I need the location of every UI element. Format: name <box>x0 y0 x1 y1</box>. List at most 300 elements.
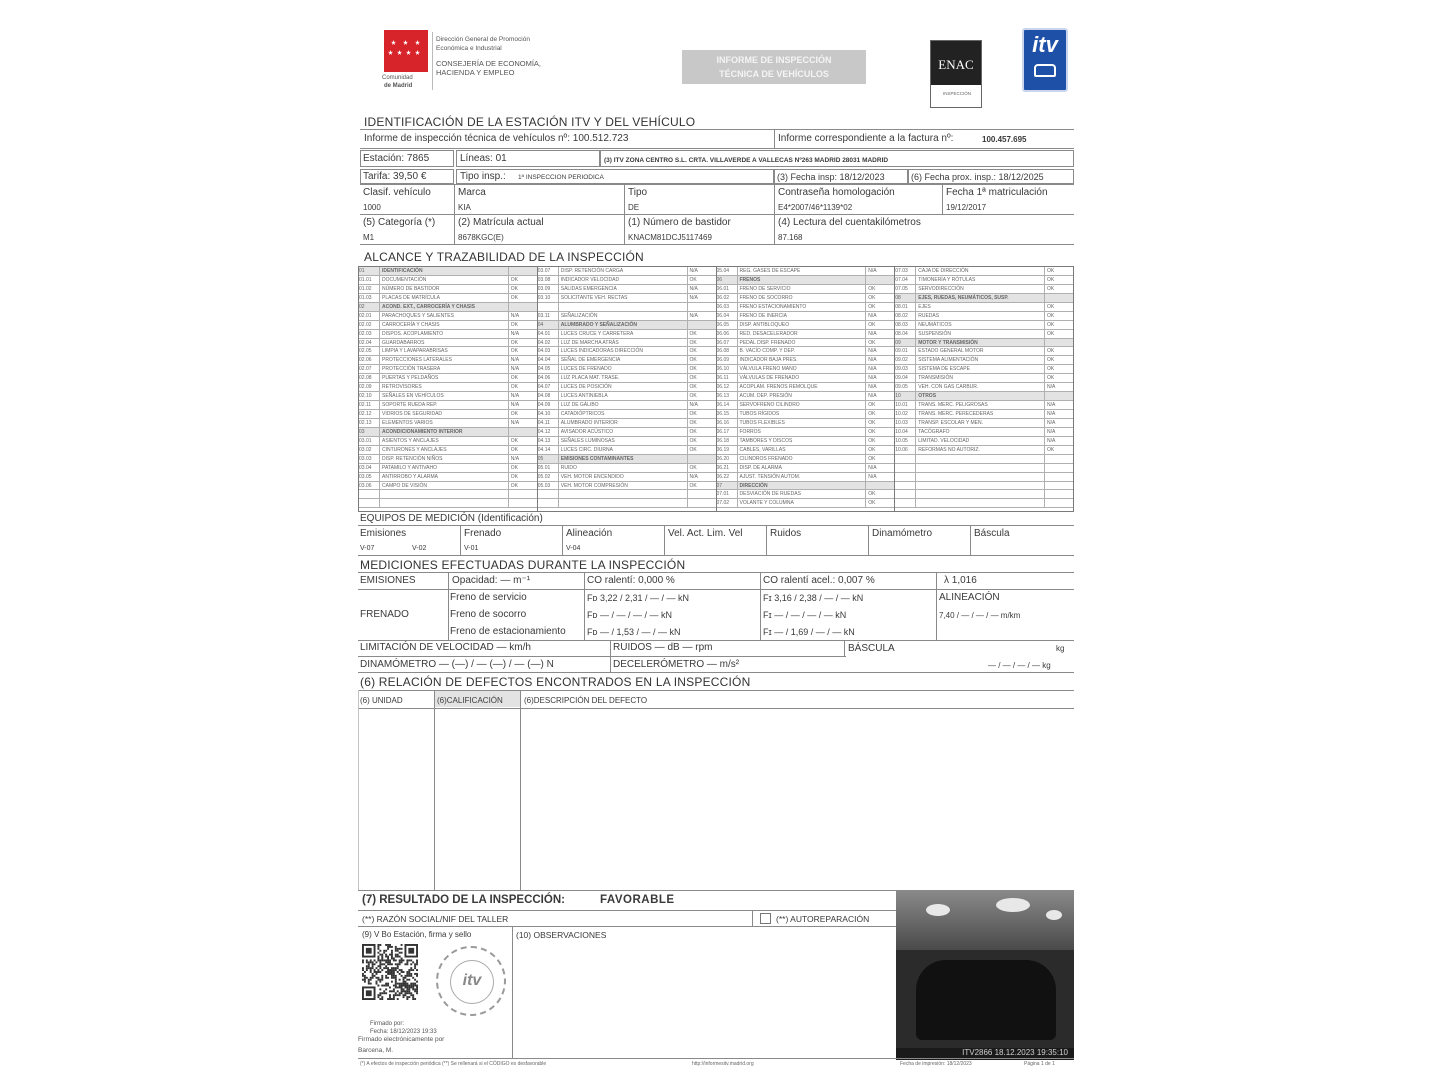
lambda: λ 1,016 <box>944 575 977 586</box>
alcance-result: N/A <box>510 419 520 426</box>
logo-caption-1: Comunidad <box>382 75 413 81</box>
alcance-row <box>717 330 895 339</box>
alcance-item: SEÑALES EN VEHÍCULOS <box>380 392 509 400</box>
alcance-row <box>538 490 716 499</box>
alcance-row <box>359 473 537 482</box>
alcance-code: 02.08 <box>359 374 380 382</box>
alcance-row <box>359 490 537 499</box>
alcance-code: 06.01 <box>717 285 738 293</box>
alcance-code: 10.03 <box>895 419 916 427</box>
alcance-item: DOCUMENTACIÓN <box>380 276 509 284</box>
bastidor-label: (1) Número de bastidor <box>628 217 731 228</box>
alcance-code <box>359 490 380 498</box>
alcance-result <box>866 482 894 490</box>
alcance-code: 04.13 <box>538 437 559 445</box>
frenado-label: FRENADO <box>360 609 409 620</box>
alcance-result <box>1045 464 1073 472</box>
alcance-row <box>717 499 895 508</box>
alcance-item: B. VACÍO COMP. Y DEP. <box>738 347 867 355</box>
alcance-result: N/A <box>510 455 520 462</box>
alineacion-value: 7,40 / — / — / — m/km <box>939 611 1021 620</box>
alcance-row <box>895 401 1073 410</box>
alcance-item: INDICADOR VELOCIDAD <box>559 276 688 284</box>
alcance-item: FRENO DE SOCORRO <box>738 294 867 302</box>
alcance-result: OK <box>868 446 876 453</box>
vehicle-photo <box>896 890 1074 1060</box>
alcance-result <box>1045 455 1073 463</box>
alcance-item: TAMBORES Y DISCOS <box>738 437 867 445</box>
alcance-code <box>895 482 916 490</box>
alcance-result: OK <box>868 491 876 498</box>
alcance-row <box>538 410 716 419</box>
alcance-item: FRENO ESTACIONAMIENTO <box>738 303 867 311</box>
co-ralenti-acel: CO ralentí acel.: 0,007 % <box>763 575 875 586</box>
alcance-item: NEUMÁTICOS <box>916 321 1045 329</box>
alcance-code: 03.10 <box>538 294 559 302</box>
alcance-result: OK <box>689 393 697 400</box>
comunidad-madrid-logo <box>384 30 428 72</box>
alcance-row <box>359 347 537 356</box>
alcance-code: 06.21 <box>717 464 738 472</box>
alcance-column <box>359 267 538 511</box>
alcance-item: ALUMBRADO INTERIOR <box>559 419 688 427</box>
alcance-result: N/A <box>868 357 877 364</box>
alcance-row <box>359 428 537 437</box>
alcance-row <box>359 321 537 330</box>
alcance-result: N/A <box>868 464 877 471</box>
alcance-code: 09.04 <box>895 374 916 382</box>
alcance-result: N/A <box>1047 419 1056 426</box>
alcance-result: OK <box>510 384 518 391</box>
alcance-row <box>359 446 537 455</box>
alcance-row <box>717 374 895 383</box>
alcance-code <box>895 464 916 472</box>
alcance-result <box>1045 294 1073 302</box>
alcance-item: AVISADOR ACÚSTICO <box>559 428 688 436</box>
alcance-item: LIMITAD. VELOCIDAD <box>916 437 1045 445</box>
alcance-item: LUCES CRUCE Y CARRETERA <box>559 330 688 338</box>
alcance-item: SERVODIRECCIÓN <box>916 285 1045 293</box>
alcance-row <box>538 499 716 508</box>
alcance-result: OK <box>689 482 697 489</box>
alcance-item: CABLES, VARILLAS <box>738 446 867 454</box>
alcance-item: CINTURONES Y ANCLAJES <box>380 446 509 454</box>
alcance-result: N/A <box>1047 402 1056 409</box>
alcance-item: SUSPENSIÓN <box>916 330 1045 338</box>
alcance-item: LUZ DE GÁLIBO <box>559 401 688 409</box>
alcance-code: 02.03 <box>359 330 380 338</box>
tipo-insp-label: Tipo insp.: <box>460 171 506 182</box>
alcance-item: TRANS. MERC. PELIGROSAS <box>916 401 1045 409</box>
alcance-code: 06.09 <box>717 356 738 364</box>
limitacion-velocidad: LIMITACIÓN DE VELOCIDAD — km/h <box>360 642 531 653</box>
alineacion-label: ALINEACIÓN <box>939 592 1000 603</box>
alcance-code <box>538 303 559 311</box>
alcance-item: SEÑALES LUMINOSAS <box>559 437 688 445</box>
fecha-mat-label: Fecha 1ª matriculación <box>946 187 1048 198</box>
alcance-code: 06.14 <box>717 401 738 409</box>
velact-equipo-label: Vel. Act. Lim. Vel <box>668 528 743 539</box>
alcance-code: 01.02 <box>359 285 380 293</box>
alcance-item: VÁLVULAS DE FRENADO <box>738 374 867 382</box>
alcance-item: REG. GASES DE ESCAPE <box>738 267 867 275</box>
alcance-item: FRENO DE INERCIA <box>738 312 867 320</box>
tipo-label: Tipo <box>628 187 648 198</box>
alcance-column <box>895 267 1073 511</box>
firmado-line-2: Fecha: 18/12/2023 19:33 <box>370 1029 437 1035</box>
alcance-result: OK <box>689 348 697 355</box>
alcance-item: RUEDAS <box>916 312 1045 320</box>
alcance-item: GUARDABARROS <box>380 339 509 347</box>
alcance-result: OK <box>1047 312 1055 319</box>
categoria-label: (5) Categoría (*) <box>363 217 436 228</box>
alcance-row <box>538 437 716 446</box>
alcance-row <box>717 347 895 356</box>
org-line-4: HACIENDA Y EMPLEO <box>436 68 515 77</box>
factura-label: Informe correspondiente a la factura nº: <box>778 133 954 144</box>
org-line-3: CONSEJERÍA DE ECONOMÍA, <box>436 59 542 68</box>
alcance-row <box>359 464 537 473</box>
alcance-code: 06.13 <box>717 392 738 400</box>
alcance-item: ACONDICIONAMIENTO INTERIOR <box>380 428 509 436</box>
alcance-code: 03.05 <box>359 473 380 481</box>
clasif-label: Clasif. vehículo <box>363 187 431 198</box>
alcance-code: 04.09 <box>538 401 559 409</box>
alcance-item <box>559 490 688 498</box>
alcance-result: OK <box>689 437 697 444</box>
alcance-code: 04.05 <box>538 365 559 373</box>
alcance-result <box>688 303 716 311</box>
alcance-row <box>895 383 1073 392</box>
alcance-result <box>688 490 716 498</box>
alcance-code: 06.11 <box>717 374 738 382</box>
alcance-item: CATADIÓPTRICOS <box>559 410 688 418</box>
alcance-item: VIDRIOS DE SEGURIDAD <box>380 410 509 418</box>
emisiones-label: EMISIONES <box>360 575 416 586</box>
alcance-result: OK <box>689 276 697 283</box>
alcance-item: ASIENTOS Y ANCLAJES <box>380 437 509 445</box>
alcance-code: 05.02 <box>538 473 559 481</box>
alcance-row <box>895 455 1073 464</box>
alcance-item: SOLICITANTE VEH. RECTAS <box>559 294 688 302</box>
decelerometro: DECELERÓMETRO — m/s² <box>613 659 740 670</box>
alcance-result: OK <box>1047 375 1055 382</box>
alcance-item <box>916 473 1045 481</box>
freno-estac-fd: Fᴅ — / 1,53 / — / — kN <box>587 627 681 637</box>
alcance-row <box>538 482 716 491</box>
alcance-item: SERVOFRENO CILINDRO <box>738 401 867 409</box>
alcance-result: OK <box>868 402 876 409</box>
freno-socorro-fd: Fᴅ — / — / — / — kN <box>587 610 672 620</box>
alcance-row <box>895 267 1073 276</box>
alcance-code: 08.04 <box>895 330 916 338</box>
alcance-row <box>895 419 1073 428</box>
tarifa: Tarifa: 39,50 € <box>363 171 427 182</box>
alcance-code: 08 <box>895 294 916 302</box>
alcance-item: PEDAL DISP. FRENADO <box>738 339 867 347</box>
alcance-code: 09.03 <box>895 365 916 373</box>
enac-caption: INSPECCIÓN <box>942 91 971 96</box>
alcance-code: 05.03 <box>538 482 559 490</box>
alcance-result: OK <box>868 285 876 292</box>
alcance-row <box>538 312 716 321</box>
alcance-code: 03.02 <box>359 446 380 454</box>
alcance-result <box>509 303 537 311</box>
alcance-item: LUCES CIRC. DIURNA <box>559 446 688 454</box>
alcance-result: N/A <box>1047 384 1056 391</box>
alcance-row <box>895 482 1073 491</box>
freno-socorro-fi: Fɪ — / — / — / — kN <box>763 610 847 620</box>
alcance-result: N/A <box>1047 428 1056 435</box>
alcance-row <box>717 428 895 437</box>
alcance-title: ALCANCE Y TRAZABILIDAD DE LA INSPECCIÓN <box>364 250 644 264</box>
alcance-code <box>538 499 559 507</box>
alcance-item: MOTOR Y TRANSMISIÓN <box>916 339 1045 347</box>
alcance-row <box>538 339 716 348</box>
matricula-value: 8678KGC(E) <box>458 233 504 242</box>
alcance-result <box>509 499 537 507</box>
alcance-item: SALIDAS EMERGENCIA <box>559 285 688 293</box>
alcance-result <box>1045 490 1073 498</box>
alcance-row <box>538 401 716 410</box>
alcance-code: 03.09 <box>538 285 559 293</box>
alcance-item: EJES <box>916 303 1045 311</box>
alcance-code: 02.07 <box>359 365 380 373</box>
alcance-item <box>380 499 509 507</box>
freno-servicio-fd: Fᴅ 3,22 / 2,31 / — / — kN <box>587 593 689 603</box>
alcance-row <box>717 267 895 276</box>
alcance-row <box>895 437 1073 446</box>
alcance-item: ACOPLAM. FRENOS REMOLQUE <box>738 383 867 391</box>
mediciones-title: MEDICIONES EFECTUADAS DURANTE LA INSPECCIÓN <box>360 558 686 572</box>
alcance-item: DISP. DE ALARMA <box>738 464 867 472</box>
alcance-result: OK <box>689 366 697 373</box>
alcance-row <box>359 455 537 464</box>
alcance-item: SISTEMA DE ESCAPE <box>916 365 1045 373</box>
alcance-item: LUCES INDICADORAS DIRECCIÓN <box>559 347 688 355</box>
itv-label: itv <box>1032 32 1058 57</box>
alcance-item: TUBOS RÍGIDOS <box>738 410 867 418</box>
alcance-item: ANTIRROBO Y ALARMA <box>380 473 509 481</box>
alcance-item: RED. DESACELERADOR <box>738 330 867 338</box>
alcance-code: 02.01 <box>359 312 380 320</box>
freno-estacionamiento: Freno de estacionamiento <box>450 626 566 637</box>
alcance-column <box>717 267 896 511</box>
alcance-result: N/A <box>510 357 520 364</box>
ident-title: IDENTIFICACIÓN DE LA ESTACIÓN ITV Y DEL VEHÍCULO <box>364 115 696 129</box>
bascula-label: BÁSCULA <box>848 643 895 654</box>
alcance-row <box>895 312 1073 321</box>
alcance-result <box>1045 499 1073 507</box>
vb-estacion-label: (9) V Bo Estación, firma y sello <box>362 930 472 939</box>
alcance-item: SOPORTE RUEDA REP. <box>380 401 509 409</box>
alcance-code: 06.10 <box>717 365 738 373</box>
alcance-result: N/A <box>510 330 520 337</box>
alcance-result: N/A <box>1047 411 1056 417</box>
alcance-result: OK <box>1047 303 1055 310</box>
frenado-equipo-label: Frenado <box>464 528 502 539</box>
alcance-item: REFORMAS NO AUTORIZ. <box>916 446 1045 454</box>
alcance-code: 01.01 <box>359 276 380 284</box>
alcance-result: OK <box>689 375 697 382</box>
alcance-code: 06.07 <box>717 339 738 347</box>
alcance-result: OK <box>510 411 518 417</box>
alcance-code: 07.05 <box>895 285 916 293</box>
alcance-code: 06 <box>717 276 738 284</box>
autoreparacion-checkbox[interactable] <box>760 913 771 924</box>
alcance-item <box>380 490 509 498</box>
alcance-code: 07.03 <box>895 267 916 275</box>
itv-stamp-seal <box>436 946 506 1016</box>
alcance-item: CILINDROS FRENADO <box>738 455 867 463</box>
autoreparacion-label: (**) AUTOREPARACIÓN <box>776 914 870 924</box>
alcance-result: OK <box>689 384 697 391</box>
alcance-result: OK <box>868 321 876 328</box>
alcance-code: 06.17 <box>717 428 738 436</box>
alcance-code: 04.08 <box>538 392 559 400</box>
alcance-code: 02.12 <box>359 410 380 418</box>
alcance-code: 08.01 <box>895 303 916 311</box>
alcance-item: PROTECCIÓN TRASERA <box>380 365 509 373</box>
alcance-result <box>688 321 716 329</box>
marca-value: KIA <box>458 203 471 212</box>
alcance-row <box>895 276 1073 285</box>
alcance-item: DISP. ANTIBLOQUEO <box>738 321 867 329</box>
alcance-row <box>538 374 716 383</box>
alcance-code: 09 <box>895 339 916 347</box>
alcance-item: CARROCERÍA Y CHASIS <box>380 321 509 329</box>
alcance-result: N/A <box>868 473 877 480</box>
alcance-row <box>359 330 537 339</box>
alcance-result: OK <box>510 285 518 292</box>
alcance-code: 10.02 <box>895 410 916 418</box>
alcance-result: N/A <box>1047 437 1056 444</box>
alcance-code: 04.02 <box>538 339 559 347</box>
alcance-result: OK <box>1047 366 1055 373</box>
alcance-item <box>559 499 688 507</box>
alcance-result: N/A <box>510 366 520 373</box>
ruidos-equipo-label: Ruidos <box>770 528 802 539</box>
alcance-item <box>916 455 1045 463</box>
alcance-result <box>1045 482 1073 490</box>
alcance-result: OK <box>689 339 697 346</box>
alcance-code: 08.03 <box>895 321 916 329</box>
alcance-item: LUZ PLACA MAT. TRASE. <box>559 374 688 382</box>
alcance-code: 02.13 <box>359 419 380 427</box>
alcance-row <box>717 339 895 348</box>
alcance-code: 10.06 <box>895 446 916 454</box>
alcance-code: 09.05 <box>895 383 916 391</box>
alcance-code: 06.06 <box>717 330 738 338</box>
banner-line-1: INFORME DE INSPECCIÓN <box>716 55 832 65</box>
alcance-result <box>509 490 537 498</box>
alcance-row <box>717 392 895 401</box>
alcance-code: 02.11 <box>359 401 380 409</box>
alcance-code: 05.04 <box>717 267 738 275</box>
alcance-result: OK <box>689 419 697 426</box>
alcance-result: OK <box>689 446 697 453</box>
alcance-code: 04.12 <box>538 428 559 436</box>
alcance-code: 02.05 <box>359 347 380 355</box>
alcance-result: OK <box>689 464 697 471</box>
alcance-result: N/A <box>510 393 520 400</box>
clasif-value: 1000 <box>363 203 381 212</box>
alcance-item: LIMPIA Y LAVAPARABRISAS <box>380 347 509 355</box>
alcance-item: DISP. RETENCIÓN CARGA <box>559 267 688 275</box>
alcance-row <box>359 410 537 419</box>
bascula-kg: kg <box>1056 644 1065 653</box>
alcance-code: 05 <box>538 455 559 463</box>
alcance-result: OK <box>510 294 518 301</box>
estacion: Estación: 7865 <box>363 153 430 164</box>
freno-servicio: Freno de servicio <box>450 592 527 603</box>
alcance-row <box>359 312 537 321</box>
alcance-code: 09.02 <box>895 356 916 364</box>
alcance-row <box>895 464 1073 473</box>
alcance-row <box>895 303 1073 312</box>
footer-page: Página 1 de 1 <box>1024 1061 1055 1067</box>
emisiones-equipo-v2: V-02 <box>412 545 427 552</box>
alcance-row <box>538 294 716 303</box>
alcance-row <box>895 499 1073 508</box>
alcance-item <box>916 490 1045 498</box>
alcance-item: TRANSMISIÓN <box>916 374 1045 382</box>
alcance-row <box>359 303 537 312</box>
alcance-item: TRANS. MERC. PERECEDERAS <box>916 410 1045 418</box>
alcance-row <box>538 365 716 374</box>
org-line-2: Económica e Industrial <box>436 45 502 52</box>
defectos-unidad: (6) UNIDAD <box>360 696 403 705</box>
alcance-code: 03.08 <box>538 276 559 284</box>
alcance-code: 07.04 <box>895 276 916 284</box>
alcance-code: 03.07 <box>538 267 559 275</box>
alcance-code: 04.07 <box>538 383 559 391</box>
alcance-result: OK <box>510 321 518 328</box>
alcance-row <box>895 294 1073 303</box>
alcance-result: OK <box>868 455 876 462</box>
defectos-title: (6) RELACIÓN DE DEFECTOS ENCONTRADOS EN LA INSPECCIÓN <box>360 675 751 689</box>
qr-code-icon <box>362 944 418 1000</box>
alcance-code <box>538 490 559 498</box>
footer-right: Fecha de impresión: 18/12/2023 <box>900 1061 972 1067</box>
alcance-row <box>538 285 716 294</box>
alineacion-equipo-v: V-04 <box>566 545 581 552</box>
alcance-item: VEH. MOTOR COMPRESIÓN <box>559 482 688 490</box>
alcance-item: PUERTAS Y PELDAÑOS <box>380 374 509 382</box>
alcance-code: 04.01 <box>538 330 559 338</box>
alcance-code: 01 <box>359 267 380 275</box>
marca-label: Marca <box>458 187 486 198</box>
alcance-item <box>916 499 1045 507</box>
alcance-result: OK <box>689 357 697 364</box>
alcance-result: OK <box>868 339 876 346</box>
alcance-row <box>717 276 895 285</box>
alcance-row <box>538 267 716 276</box>
alcance-result: OK <box>868 294 876 301</box>
alcance-row <box>717 410 895 419</box>
alcance-item: PROTECCIONES LATERALES <box>380 356 509 364</box>
alcance-result: OK <box>1047 321 1055 328</box>
alcance-result: OK <box>868 303 876 310</box>
alcance-row <box>359 437 537 446</box>
alcance-row <box>717 294 895 303</box>
inspection-report-sheet <box>356 22 1076 1074</box>
alcance-result <box>688 455 716 463</box>
alcance-code: 02.04 <box>359 339 380 347</box>
alcance-code: 06.22 <box>717 473 738 481</box>
alcance-row <box>359 276 537 285</box>
alcance-code: 06.04 <box>717 312 738 320</box>
